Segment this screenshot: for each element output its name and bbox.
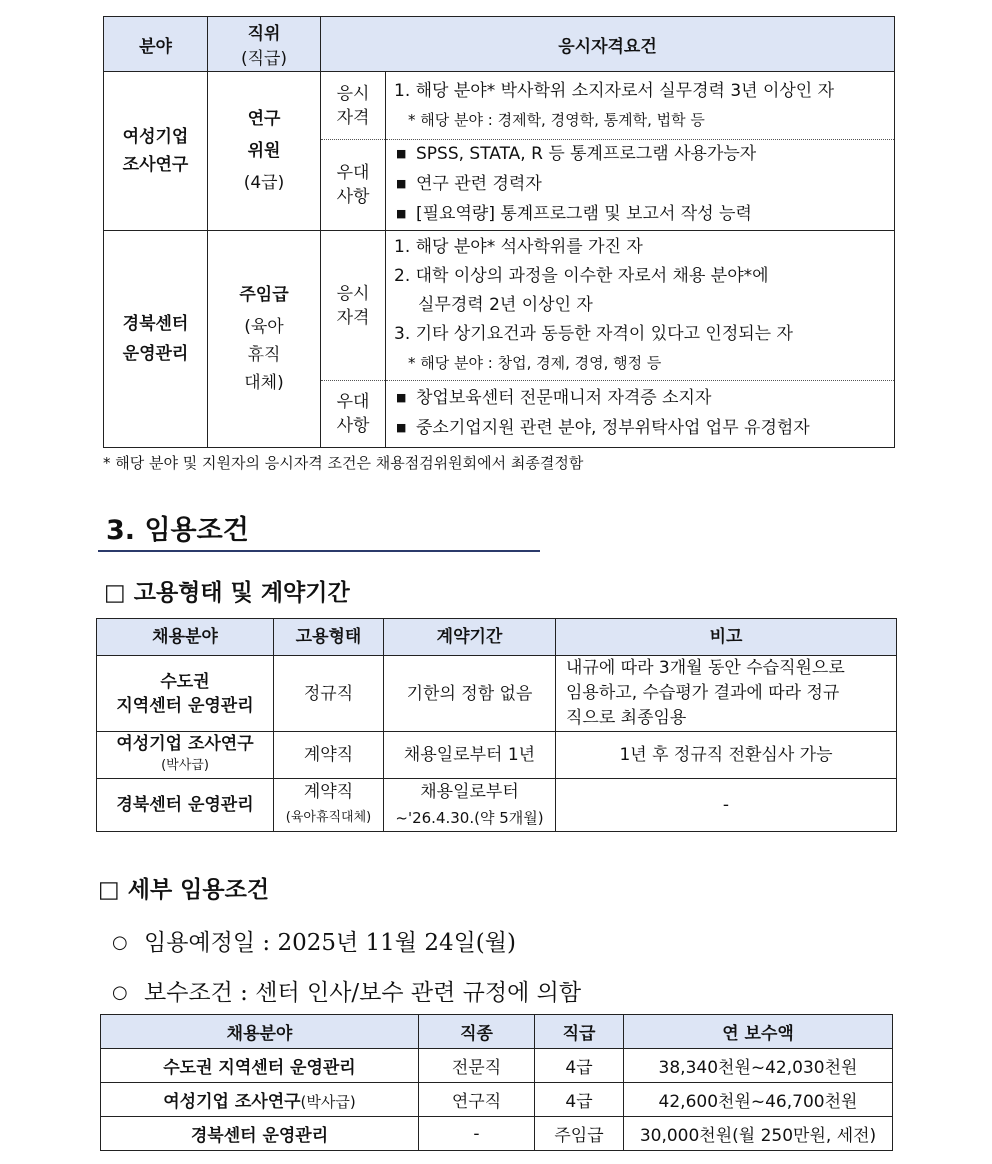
black-square-icon: ■ [396,177,407,190]
cell-note: 내규에 따라 3개월 동안 수습직원으로 임용하고, 수습평가 결과에 따라 정규 직으로 최종임용 [556,656,897,732]
row1-qual-label: 응시 자격 [321,72,386,140]
cell-field: 경북센터 운영관리 [101,1117,419,1151]
subsection-title-details: □ 세부 임용조건 [98,877,270,903]
cell-field: 수도권 지역센터 운영관리 [101,1049,419,1083]
header-position: 직위 (직급) [208,17,321,72]
row2-qual-content [386,231,895,381]
qual-note: * 해당 분야 : 창업, 경제, 경영, 행정 등 [408,354,662,372]
section-underline [98,550,540,552]
pref-item: ■ 창업보육센터 전문매니저 자격증 소지자 [396,384,894,414]
row2-position: 주임급 (육아 휴직 대체) [208,231,321,448]
qualification-table [103,16,895,448]
list-item: ○ 보수조건 : 센터 인사/보수 관련 규정에 의함 [112,980,582,1006]
cell-period: 채용일로부터 ~'26.4.30.(약 5개월) [384,779,556,832]
cell-field: 경북센터 운영관리 [97,779,274,832]
qual-item: 1. 해당 분야* 박사학위 소지자로서 실무경력 3년 이상인 자 [394,80,835,101]
header-job: 직종 [419,1015,535,1049]
cell-type: 정규직 [274,656,384,732]
row2-pref-label: 우대 사항 [321,381,386,448]
cell-field: 여성기업 조사연구 (박사급) [97,732,274,779]
header-field: 분야 [104,17,208,72]
qual-item: 3. 기타 상기요건과 동등한 자격이 있다고 인정되는 자 [394,324,793,344]
cell-job: 전문직 [419,1049,535,1083]
cell-type: 계약직 [274,732,384,779]
table-row [101,1117,893,1151]
cell-grade: 주임급 [535,1117,624,1151]
cell-salary: 30,000천원(월 250만원, 세전) [624,1117,893,1151]
cell-grade: 4급 [535,1083,624,1117]
black-square-icon: ■ [396,207,407,220]
row1-field: 여성기업 조사연구 [104,72,208,231]
qual-item: 1. 해당 분야* 석사학위를 가진 자 [394,237,643,257]
header-field: 채용분야 [97,619,274,656]
table-row [97,656,897,732]
black-square-icon: ■ [396,147,407,160]
pref-item: ■ 중소기업지원 관련 분야, 정부위탁사업 업무 유경험자 [396,414,894,444]
table-row [97,732,897,779]
row1-position: 연구 위원 (4급) [208,72,321,231]
cell-note: - [556,779,897,832]
cell-job: 연구직 [419,1083,535,1117]
table-row [101,1083,893,1117]
salary-table [100,1014,893,1151]
header-period: 계약기간 [384,619,556,656]
cell-field: 여성기업 조사연구(박사급) [101,1083,419,1117]
cell-field: 수도권 지역센터 운영관리 [97,656,274,732]
header-type: 고용형태 [274,619,384,656]
row2-field: 경북센터 운영관리 [104,231,208,448]
cell-salary: 38,340천원~42,030천원 [624,1049,893,1083]
cell-period: 채용일로부터 1년 [384,732,556,779]
circle-bullet-icon: ○ [112,932,128,953]
circle-bullet-icon: ○ [112,982,128,1003]
row2-pref-content [386,381,895,448]
section-title: 3. 임용조건 [106,515,249,546]
row2-qual-label: 응시 자격 [321,231,386,381]
row1-pref-content [386,140,895,231]
header-grade: 직급 [535,1015,624,1049]
pref-item: ■ [필요역량] 통계프로그램 및 보고서 작성 능력 [396,200,894,230]
footnote: * 해당 분야 및 지원자의 응시자격 조건은 채용점검위원회에서 최종결정함 [103,454,584,472]
header-salary: 연 보수액 [624,1015,893,1049]
black-square-icon: ■ [396,391,407,404]
header-field: 채용분야 [101,1015,419,1049]
subsection-title-employment: □ 고용형태 및 계약기간 [104,580,350,606]
cell-grade: 4급 [535,1049,624,1083]
row1-qual-content [386,72,895,140]
qual-item: 실무경력 2년 이상인 자 [418,295,593,315]
employment-table [96,618,897,832]
header-qualifications: 응시자격요건 [321,17,895,72]
cell-period: 기한의 정함 없음 [384,656,556,732]
header-note: 비고 [556,619,897,656]
pref-item: ■ 연구 관련 경력자 [396,170,894,200]
list-item: ○ 임용예정일 : 2025년 11월 24일(월) [112,930,516,956]
qual-note: * 해당 분야 : 경제학, 경영학, 통계학, 법학 등 [408,110,705,129]
cell-salary: 42,600천원~46,700천원 [624,1083,893,1117]
cell-job: - [419,1117,535,1151]
black-square-icon: ■ [396,421,407,434]
pref-item: ■ SPSS, STATA, R 등 통계프로그램 사용가능자 [396,140,894,170]
table-row [97,779,897,832]
row1-pref-label: 우대 사항 [321,140,386,231]
cell-note: 1년 후 정규직 전환심사 가능 [556,732,897,779]
qual-item: 2. 대학 이상의 과정을 이수한 자로서 채용 분야*에 [394,266,769,286]
cell-type: 계약직 (육아휴직대체) [274,779,384,832]
table-row [101,1049,893,1083]
